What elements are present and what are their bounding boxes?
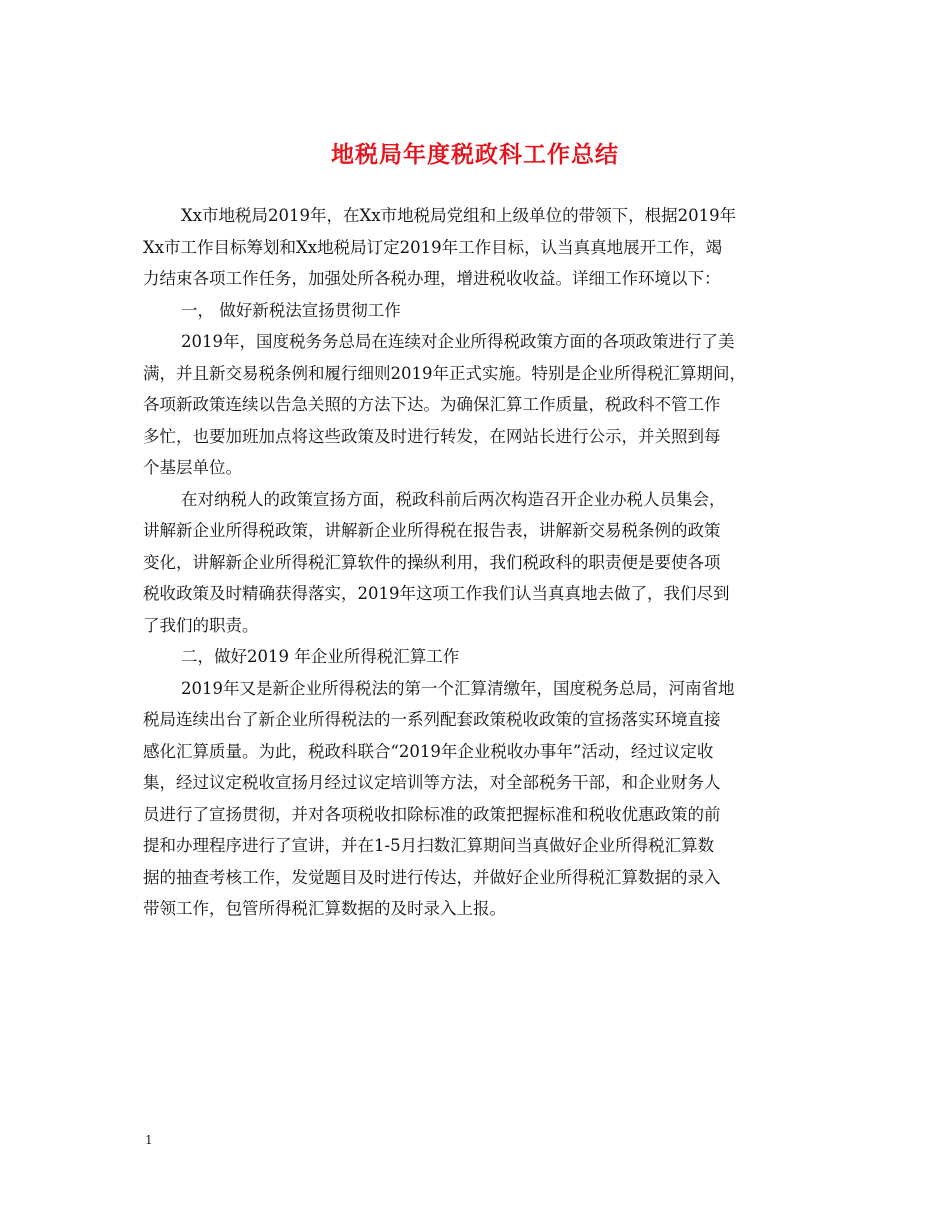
paragraph-line: 讲解新企业所得税政策，讲解新企业所得税在报告表，讲解新交易税条例的政策 [143, 521, 721, 540]
paragraph-line: 税收政策及时精确获得落实，2019年这项工作我们认当真真地去做了，我们尽到 [143, 584, 730, 603]
paragraph-line: 多忙，也要加班加点将这些政策及时进行转发，在网站长进行公示，并关照到每 [143, 426, 721, 446]
paragraph-line: 带领工作，包管所得税汇算数据的及时录入上报。 [143, 899, 506, 918]
paragraph-line: 2019年又是新企业所得税法的第一个汇算清缴年，国度税务总局，河南省地 [181, 678, 735, 698]
paragraph-line: 了我们的职责。 [143, 615, 259, 635]
paragraph-line: Xx市地税局2019年，在Xx市地税局党组和上级单位的带领下，根据2019年 [181, 206, 737, 225]
section-heading: 二，做好2019 年企业所得税汇算工作 [181, 647, 460, 666]
paragraph-line: 变化，讲解新企业所得税汇算软件的操纵利用，我们税政科的职责便是要使各项 [143, 552, 721, 572]
paragraph-line: 税局连续出台了新企业所得税法的一系列配套政策税收政策的宣扬落实环境直接 [143, 710, 721, 729]
paragraph-line: 各项新政策连续以告急关照的方法下达。为确保汇算工作质量，税政科不管工作 [143, 395, 721, 414]
document-body [143, 200, 815, 925]
page-number: 1 [145, 1133, 153, 1147]
paragraph-line: 2019年，国度税务务总局在连续对企业所得税政策方面的各项政策进行了美 [181, 332, 735, 351]
paragraph-line: 感化汇算质量。为此，税政科联合“2019年企业税收办事年”活动，经过议定收 [143, 741, 714, 761]
paragraph-line: 提和办理程序进行了宣讲，并在1-5月扫数汇算期间当真做好企业所得税汇算数 [143, 836, 715, 855]
paragraph-line: 满，并且新交易税条例和履行细则2019年正式实施。特别是企业所得税汇算期间， [143, 363, 746, 383]
paragraph-line: 个基层单位。 [143, 458, 242, 477]
document-title: 地税局年度税政科工作总结 [331, 142, 619, 168]
section-heading: 一， 做好新税法宣扬贯彻工作 [181, 300, 401, 320]
paragraph-line: 据的抽查考核工作，发觉题目及时进行传达，并做好企业所得税汇算数据的录入 [143, 867, 721, 887]
paragraph-line: Xx市工作目标筹划和Xx地税局订定2019年工作目标，认当真真地展开工作，竭 [143, 237, 723, 257]
paragraph-line: 力结束各项工作任务，加强处所各税办理，增进税收收益。详细工作环境以下： [143, 269, 721, 288]
paragraph-line: 员进行了宣扬贯彻，并对各项税收扣除标准的政策把握标准和税收优惠政策的前 [143, 804, 721, 824]
paragraph-line: 在对纳税人的政策宣扬方面，税政科前后两次构造召开企业办税人员集会， [181, 489, 726, 509]
paragraph-line: 集，经过议定税收宣扬月经过议定培训等方法，对全部税务干部，和企业财务人 [143, 773, 721, 792]
